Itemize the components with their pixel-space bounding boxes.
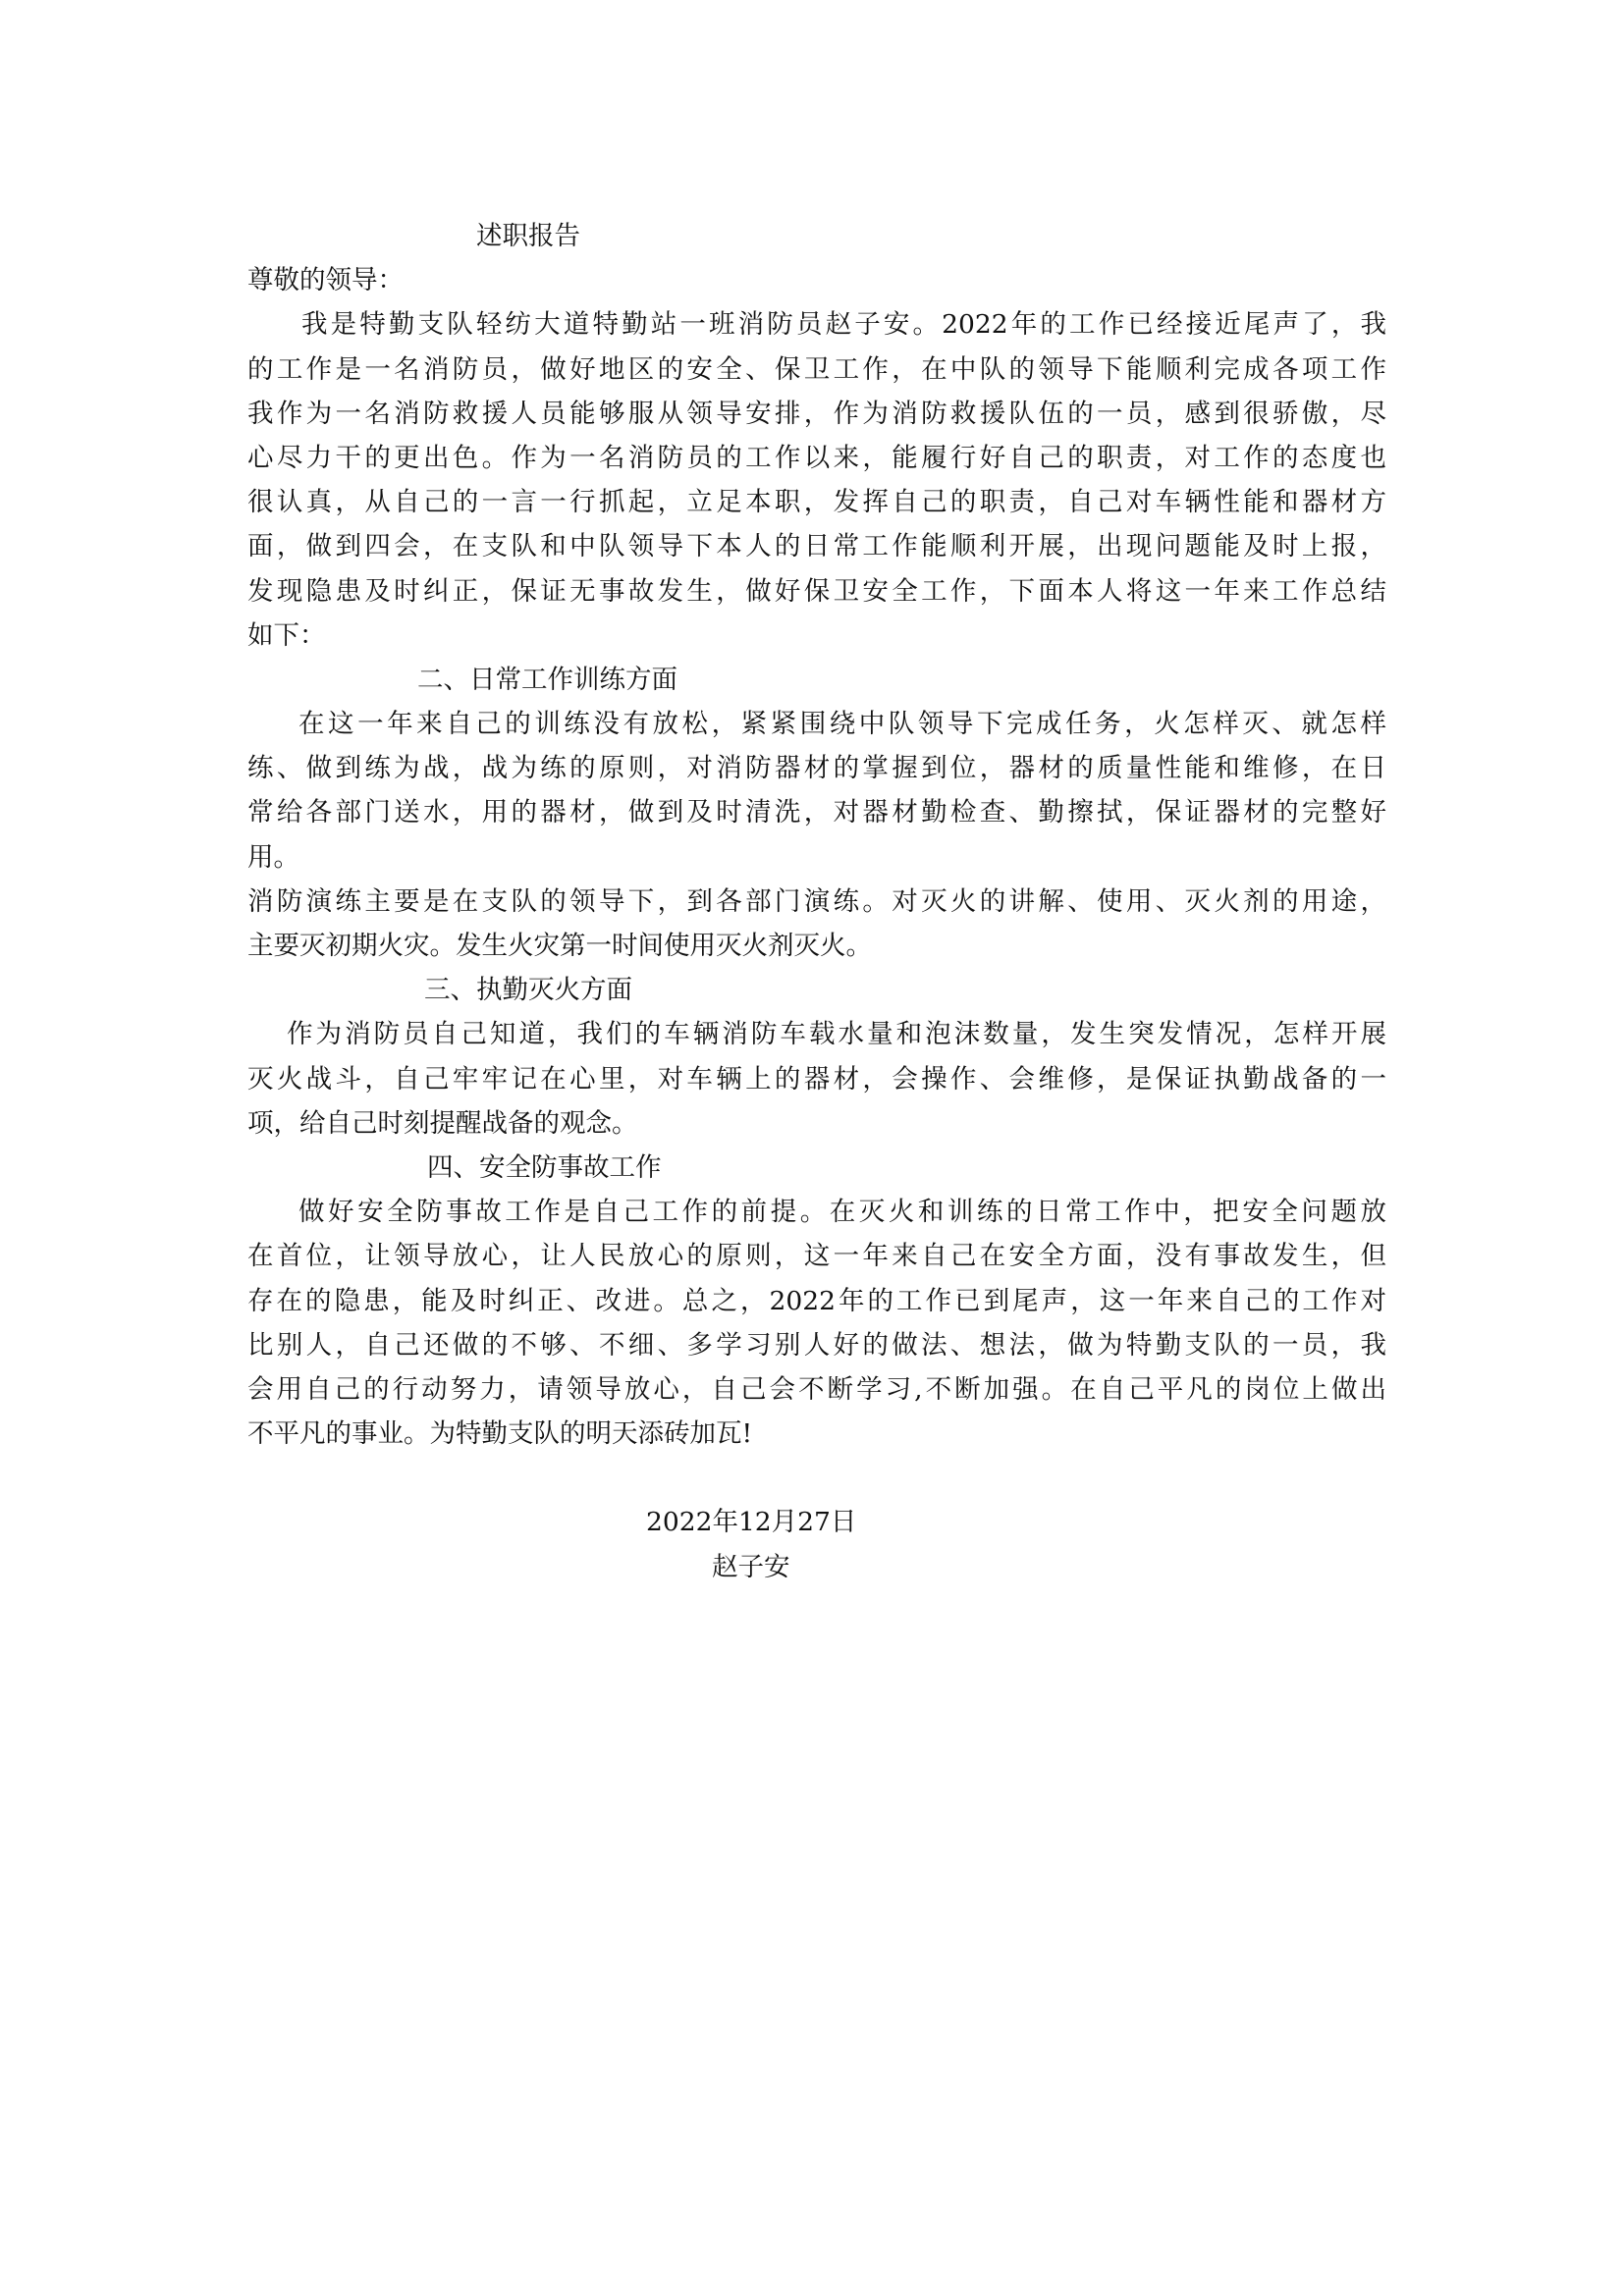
report-date: 2022年12月27日	[646, 1507, 857, 1538]
signature: 赵子安	[712, 1551, 790, 1582]
section-heading-training: 二、日常工作训练方面	[417, 664, 677, 695]
report-title: 述职报告	[476, 221, 580, 251]
training-line: 在这一年来自己的训练没有放松，紧紧围绕中队领导下完成任务，火怎样灭、就怎样	[298, 709, 1386, 740]
drill-line: 消防演练主要是在支队的领导下，到各部门演练。对灭火的讲解、使用、灭火剂的用途，	[247, 885, 1386, 917]
intro-line: 心尽力干的更出色。作为一名消防员的工作以来，能履行好自己的职责，对工作的态度也	[247, 442, 1386, 473]
duty-line: 灭火战斗，自己牢牢记在心里，对车辆上的器材，会操作、会维修，是保证执勤战备的一	[247, 1063, 1386, 1095]
training-line: 常给各部门送水，用的器材，做到及时清洗，对器材勤检查、勤擦拭，保证器材的完整好	[247, 797, 1386, 828]
report-body	[247, 214, 1386, 1589]
salutation: 尊敬的领导：	[247, 265, 404, 296]
intro-line: 面，做到四会，在支队和中队领导下本人的日常工作能顺利开展，出现问题能及时上报，	[247, 531, 1386, 562]
section-heading-safety: 四、安全防事故工作	[427, 1151, 662, 1183]
intro-line: 我作为一名消防救援人员能够服从领导安排，作为消防救援队伍的一员，感到很骄傲，尽	[247, 398, 1386, 429]
training-line: 用。	[247, 841, 299, 873]
intro-line: 很认真，从自己的一言一行抓起，立足本职，发挥自己的职责，自己对车辆性能和器材方	[247, 487, 1386, 518]
spacer	[247, 1456, 1386, 1500]
safety-line: 存在的隐患，能及时纠正、改进。总之，2022年的工作已到尾声，这一年来自己的工作对	[247, 1285, 1386, 1316]
intro-line: 如下：	[247, 619, 326, 651]
intro-line: 的工作是一名消防员，做好地区的安全、保卫工作，在中队的领导下能顺利完成各项工作	[247, 353, 1386, 385]
safety-line: 不平凡的事业。为特勤支队的明天添砖加瓦!	[247, 1418, 753, 1450]
duty-line: 作为消防员自己知道，我们的车辆消防车载水量和泡沫数量，发生突发情况，怎样开展	[287, 1019, 1386, 1050]
section-heading-duty: 三、执勤灭火方面	[424, 975, 632, 1006]
drill-line: 主要灭初期火灾。发生火灾第一时间使用灭火剂灭火。	[247, 931, 872, 961]
duty-line: 项，给自己时刻提醒战备的观念。	[247, 1107, 638, 1139]
safety-line: 比别人，自己还做的不够、不细、多学习别人好的做法、想法，做为特勤支队的一员，我	[247, 1329, 1386, 1361]
training-line: 练、做到练为战，战为练的原则，对消防器材的掌握到位，器材的质量性能和维修，在日	[247, 753, 1386, 784]
safety-line: 会用自己的行动努力，请领导放心，自己会不断学习,不断加强。在自己平凡的岗位上做出	[247, 1373, 1386, 1405]
intro-line: 发现隐患及时纠正，保证无事故发生，做好保卫安全工作，下面本人将这一年来工作总结	[247, 575, 1386, 607]
safety-line: 在首位，让领导放心，让人民放心的原则，这一年来自己在安全方面，没有事故发生，但	[247, 1241, 1386, 1272]
intro-line: 我是特勤支队轻纺大道特勤站一班消防员赵子安。2022年的工作已经接近尾声了，我	[301, 309, 1386, 341]
safety-line: 做好安全防事故工作是自己工作的前提。在灭火和训练的日常工作中，把安全问题放	[298, 1197, 1386, 1228]
